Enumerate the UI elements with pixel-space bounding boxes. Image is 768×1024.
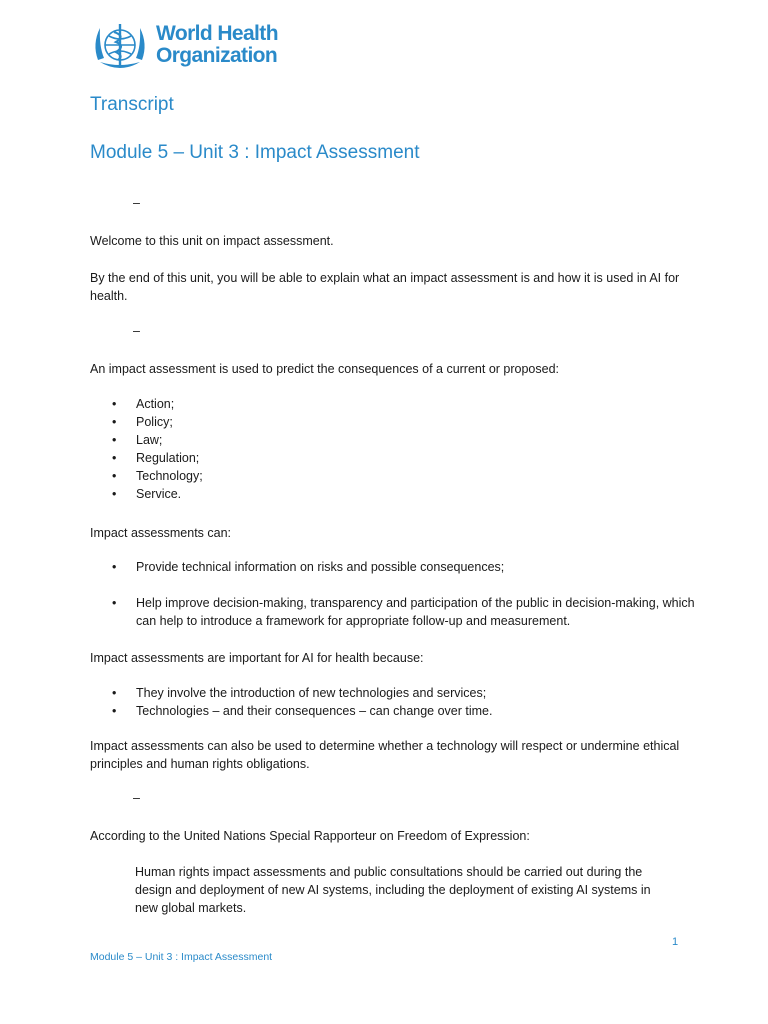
objective-paragraph: By the end of this unit, you will be able to explain what an impact assessment is and how it is used in AI for health. (90, 271, 680, 303)
welcome-paragraph: Welcome to this unit on impact assessment. (90, 234, 334, 248)
list-item: • Provide technical information on risks and possible consequences; (90, 558, 696, 576)
list-item: • Technology; (90, 467, 696, 485)
can-list (90, 558, 696, 630)
list-item: • Help improve decision-making, transparency and participation of the public in decision-making, which can help to introduce a framework for appropriate follow-up and measurement. (90, 594, 696, 630)
module-title: Module 5 – Unit 3 : Impact Assessment (90, 142, 420, 163)
predict-list (90, 395, 696, 503)
section-dash: – (133, 196, 140, 210)
can-intro: Impact assessments can: (90, 526, 232, 540)
section-dash: – (133, 324, 140, 338)
who-logo (90, 16, 278, 74)
predict-intro: An impact assessment is used to predict the consequences of a current or proposed: (90, 362, 560, 376)
logo-line-2: Organization (156, 44, 278, 67)
page-number: 1 (672, 936, 679, 948)
rapporteur-intro: According to the United Nations Special Rapporteur on Freedom of Expression: (90, 829, 530, 843)
list-item: • Policy; (90, 413, 696, 431)
list-item: • Regulation; (90, 449, 696, 467)
ethics-paragraph: Impact assessments can also be used to determine whether a technology will respect or undermine ethical principles and human rights obligations. (90, 739, 680, 771)
list-item: • They involve the introduction of new technologies and services; (90, 684, 696, 702)
footer-text: Module 5 – Unit 3 : Impact Assessment (90, 951, 273, 963)
rapporteur-quote: Human rights impact assessments and public consultations should be carried out during the design and deployment of new AI systems, including the deployment of existing AI systems in new global markets. (135, 865, 651, 915)
list-item: • Action; (90, 395, 696, 413)
section-dash: – (133, 791, 140, 805)
list-item: • Technologies – and their consequences – can change over time. (90, 702, 696, 720)
list-item: • Service. (90, 485, 696, 503)
logo-line-1: World Health (156, 22, 278, 45)
who-logo-text (156, 23, 278, 67)
list-item: • Law; (90, 431, 696, 449)
important-intro: Impact assessments are important for AI for health because: (90, 651, 424, 665)
transcript-heading: Transcript (90, 94, 174, 115)
important-list (90, 684, 696, 720)
who-emblem-icon (90, 16, 150, 74)
